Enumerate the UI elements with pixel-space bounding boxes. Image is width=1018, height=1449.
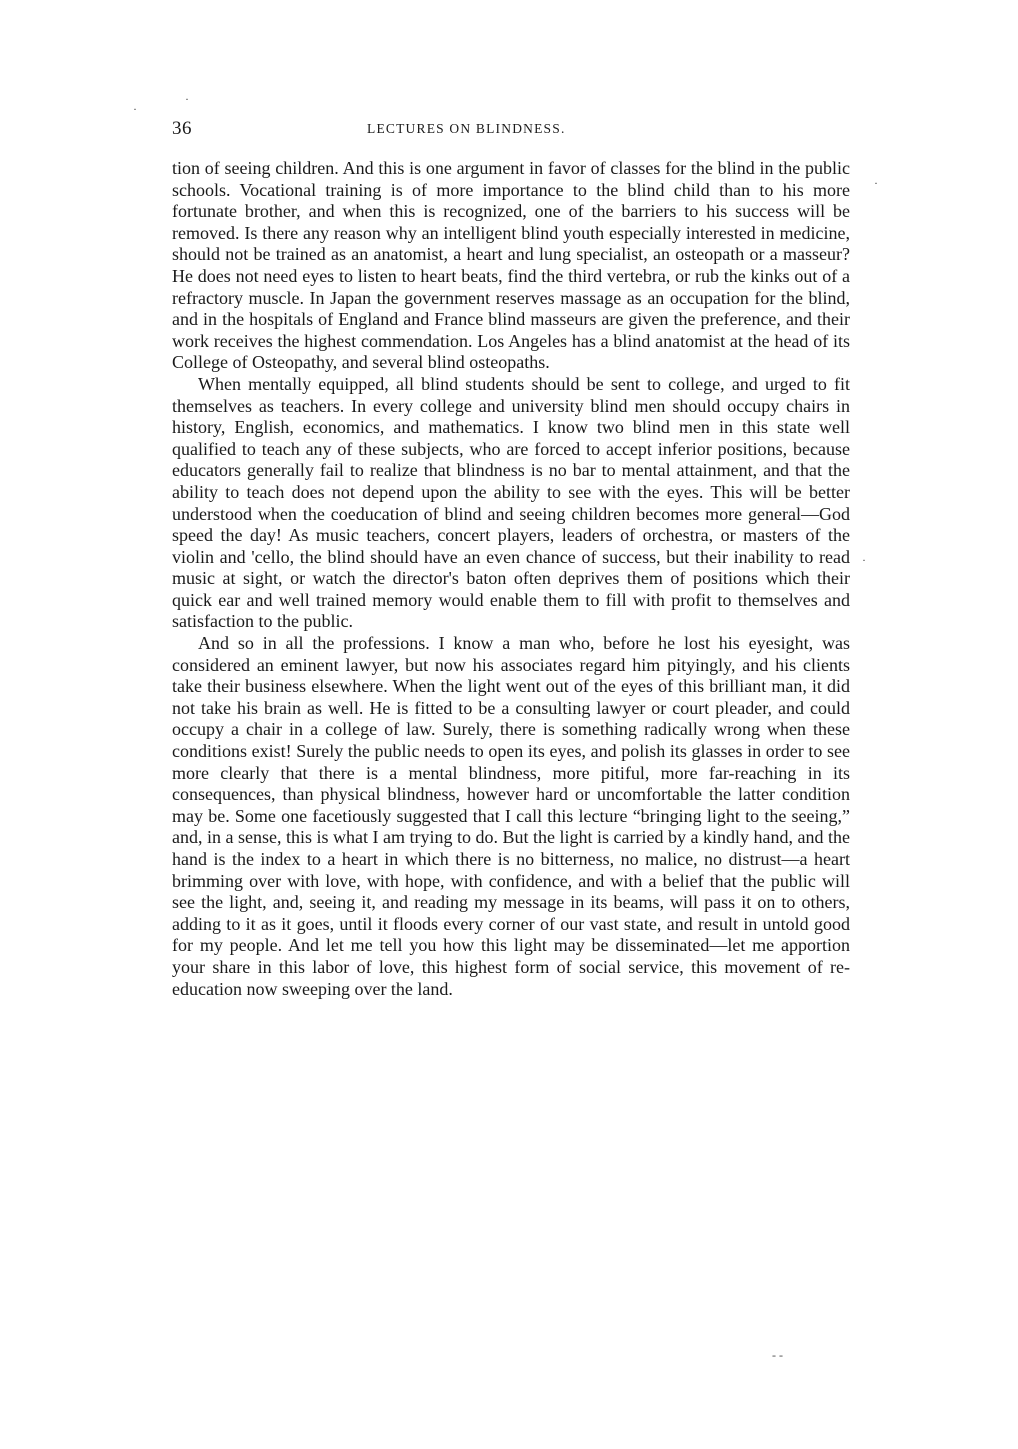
paragraph-3: And so in all the professions. I know a man who, before he lost his eyesight, was considered an eminent lawyer, but now his associates regard him pityingly, and his clients take their business elsewhere. When the light went out of the eyes of this brilliant man, it did not take his brain as well. He is fitted to be a consulting lawyer or court pleader, and could occupy a chair in a college of law. Surely, there is something radically wrong when these conditions exist! Surely the public needs to open its eyes, and polish its glasses in order to see more clearly that there is a mental blindness, more pitiful, more far-reaching in its consequences, than physical blindness, however hard or uncomfortable the latter condition may be. Some one facetiously suggested that I call this lecture “bringing light to the seeing,” and, in a sense, this is what I am trying to do. But the light is carried by a kindly hand, and the hand is the index to a heart in which there is no bitterness, no malice, no distrust—a heart brimming over with love, with hope, with confidence, and with a belief that the public will see the light, and, seeing it, and reading my message in its beams, will pass it on to others, adding to it as it goes, until it floods every corner of our vast state, and result in untold good for my people. And let me tell you how this light may be disseminated—let me apportion your share in this labor of love, this highest form of social service, this movement of re-education now sweeping over the land.	[172, 633, 850, 999]
running-head: LECTURES ON BLINDNESS.	[367, 121, 566, 136]
scan-speck: ·	[133, 102, 137, 116]
page-header	[172, 118, 852, 144]
page-number: 36	[172, 118, 192, 139]
paragraph-1: tion of seeing children. And this is one argument in favor of classes for the blind in the public schools. Vocational training is of more importance to the blind child than to his more fortunate brother, and when this is recognized, one of the barriers to his success will be removed. Is there any reason why an intelligent blind youth especially interested in medicine, should not be trained as an anatomist, a heart and lung specialist, an osteopath or a masseur? He does not need eyes to listen to heart beats, find the third vertebra, or rub the kinks out of a refractory muscle. In Japan the government reserves massage as an occupation for the blind, and in the hospitals of England and France blind masseurs are given the preference, and their work receives the highest commendation. Los Angeles has a blind anatomist at the head of its College of Osteopathy, and several blind osteopaths.	[172, 158, 850, 373]
scan-speck: ·	[874, 176, 878, 190]
paragraph-2: When mentally equipped, all blind students should be sent to college, and urged to fit themselves as teachers. In every college and university blind men should occupy chairs in history, English, economics, and mathematics. I know two blind men in this state well qualified to teach any of these subjects, who are forced to accept inferior positions, because educators generally fail to realize that blindness is no bar to mental attainment, and that the ability to teach does not depend upon the ability to see with the eyes. This will be better understood when the coeducation of blind and seeing children becomes more general—God speed the day! As music teachers, concert players, leaders of orchestra, or masters of the violin and 'cello, the blind should have an even chance of success, but their inability to read music at sight, or watch the director's baton often deprives them of positions which their quick ear and well trained memory would enable them to fill with profit to themselves and satisfaction to the public.	[172, 373, 850, 632]
body-text	[172, 158, 850, 1000]
scan-speck: ‐ -	[772, 1348, 783, 1362]
scan-speck: ·	[185, 92, 189, 106]
scan-speck: ·	[862, 553, 866, 567]
